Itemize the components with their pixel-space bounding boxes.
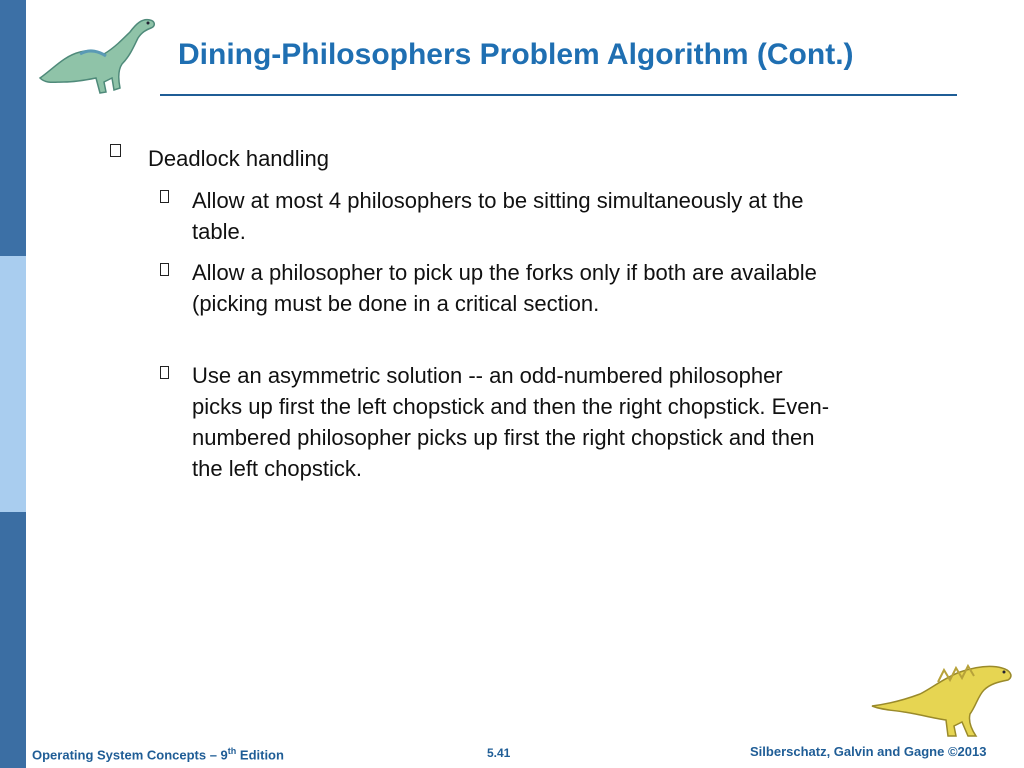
sidebar-light-band — [0, 256, 26, 512]
dinosaur-icon — [868, 660, 1018, 738]
footer-copyright: Silberschatz, Galvin and Gagne ©2013 — [750, 744, 987, 759]
footer-book-prefix: Operating System Concepts – 9 — [32, 747, 228, 763]
square-bullet-icon — [160, 263, 171, 277]
square-bullet-icon — [160, 190, 171, 204]
dinosaur-icon — [34, 8, 158, 96]
title-divider — [160, 94, 957, 96]
slide-title: Dining-Philosophers Problem Algorithm (Cont.) — [178, 38, 854, 71]
sub-bullet-1: Allow at most 4 philosophers to be sitting simultaneously at the table. — [192, 188, 804, 244]
sub-bullet-3: Use an asymmetric solution -- an odd-numbered philosopher picks up first the left chopstick and then the right chopstick. Even-numbered philosopher picks up first the right chopstick and then the left chopstick. — [192, 363, 830, 481]
footer-book-sup: th — [227, 746, 237, 756]
footer-book-suffix: Edition — [236, 747, 284, 763]
footer-book-title — [32, 746, 284, 762]
footer-page-number: 5.41 — [487, 746, 511, 760]
square-bullet-icon — [110, 144, 124, 158]
sidebar-top-block — [0, 0, 26, 256]
main-bullet-text: Deadlock handling — [148, 146, 330, 171]
sub-bullet-2: Allow a philosopher to pick up the forks only if both are available (picking must be done in a critical section. — [192, 260, 817, 316]
left-sidebar — [0, 0, 26, 768]
square-bullet-icon — [160, 366, 171, 380]
